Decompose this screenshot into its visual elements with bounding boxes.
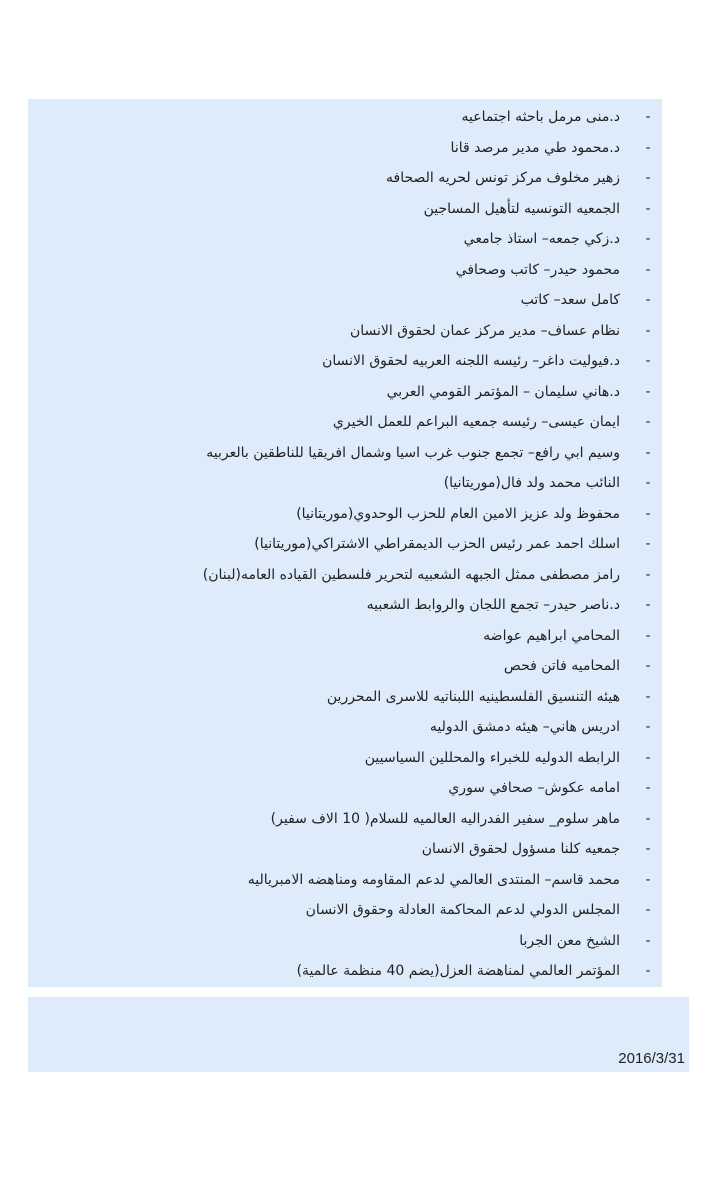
list-item <box>28 133 662 164</box>
list-item-text: رامز مصطفى ممثل الجبهه الشعبيه لتحرير فلسطين القياده العامه(لبنان) <box>202 566 620 583</box>
list-bullet: - <box>645 871 651 888</box>
list-bullet: - <box>645 322 651 339</box>
list-bullet: - <box>645 627 651 644</box>
list-bullet: - <box>645 383 651 400</box>
list-item-text: الجمعيه التونسيه لتأهيل المساجين <box>423 200 620 217</box>
document-date: 2016/3/31 <box>618 1050 685 1067</box>
list-item-text: محفوظ ولد عزيز الامين العام للحزب الوحدوي(موريتانيا) <box>296 505 620 522</box>
list-bullet: - <box>645 963 651 979</box>
list-item <box>28 407 662 438</box>
list-bullet: - <box>645 505 651 522</box>
list-bullet: - <box>645 261 651 278</box>
list-item-text: الشيخ معن الجربا <box>519 932 620 949</box>
list-item-text: د.محمود طي مدير مرصد قانا <box>450 139 620 156</box>
list-item-text: د.هاني سليمان – المؤتمر القومي العربي <box>386 383 620 400</box>
list-item <box>28 804 662 835</box>
list-item <box>28 255 662 286</box>
list-item-text: كامل سعد– كاتب <box>520 292 620 308</box>
list-item <box>28 438 662 469</box>
list-bullet: - <box>645 810 651 827</box>
list-item-text: ماهر سلوم_ سفير الفدراليه العالميه للسلام( 10 الاف سفير) <box>270 810 620 827</box>
list-item <box>28 285 662 316</box>
list-item <box>28 377 662 408</box>
list-item-text: المجلس الدولي لدعم المحاكمة العادلة وحقوق الانسان <box>305 902 620 918</box>
participants-list <box>28 102 662 987</box>
list-item <box>28 773 662 804</box>
list-item-text: جمعيه كلنا مسؤول لحقوق الانسان <box>421 841 620 857</box>
list-bullet: - <box>645 932 651 949</box>
list-bullet: - <box>645 841 651 857</box>
list-item <box>28 224 662 255</box>
list-item <box>28 865 662 896</box>
list-item <box>28 926 662 957</box>
list-bullet: - <box>645 566 651 583</box>
list-bullet: - <box>645 139 651 156</box>
list-item <box>28 194 662 225</box>
list-item-text: د.منى مرمل باحثه اجتماعيه <box>461 109 620 125</box>
list-item <box>28 468 662 499</box>
list-item <box>28 834 662 865</box>
list-item <box>28 651 662 682</box>
list-item <box>28 712 662 743</box>
list-bullet: - <box>645 536 651 552</box>
list-item-text: زهير مخلوف مركز تونس لحريه الصحافه <box>386 170 620 186</box>
list-item-text: ادريس هاني– هيئه دمشق الدوليه <box>429 719 620 735</box>
list-bullet: - <box>645 444 651 461</box>
list-item-text: نظام عساف– مدير مركز عمان لحقوق الانسان <box>350 322 620 339</box>
date-panel <box>28 997 689 1072</box>
list-bullet: - <box>645 780 651 796</box>
list-item <box>28 621 662 652</box>
list-item-text: محمود حيدر– كاتب وصحافي <box>455 261 620 278</box>
list-item <box>28 346 662 377</box>
list-item-text: المؤتمر العالمي لمناهضة العزل(يضم 40 منظمة عالمية) <box>296 963 620 979</box>
list-bullet: - <box>645 658 651 674</box>
list-item-text: د.ناصر حيدر– تجمع اللجان والروابط الشعبيه <box>366 597 620 613</box>
list-item-text: وسيم ابي رافع– تجمع جنوب غرب اسيا وشمال افريقيا للناطقين بالعربيه <box>206 444 620 461</box>
list-item <box>28 743 662 774</box>
list-item-text: اسلك احمد عمر رئيس الحزب الديمقراطي الاشتراكي(موريتانيا) <box>254 536 620 552</box>
list-item <box>28 499 662 530</box>
list-item-text: المحامي ابراهيم عواضه <box>483 627 620 644</box>
list-bullet: - <box>645 200 651 217</box>
list-item <box>28 590 662 621</box>
list-item-text: د.فيوليت داغر– رئيسه اللجنه العربيه لحقوق الانسان <box>322 353 620 369</box>
list-item-text: النائب محمد ولد فال(موريتانيا) <box>443 475 620 491</box>
list-item <box>28 895 662 926</box>
list-item <box>28 529 662 560</box>
participants-list-panel <box>28 99 662 987</box>
list-item-text: ايمان عيسى– رئيسه جمعيه البراعم للعمل الخيري <box>332 414 620 430</box>
list-bullet: - <box>645 414 651 430</box>
list-bullet: - <box>645 597 651 613</box>
list-bullet: - <box>645 292 651 308</box>
list-item <box>28 163 662 194</box>
list-bullet: - <box>645 902 651 918</box>
list-item-text: الرابطه الدوليه للخبراء والمحللين السياسيين <box>364 749 620 766</box>
list-bullet: - <box>645 353 651 369</box>
list-item <box>28 102 662 133</box>
list-item-text: هيئه التنسيق الفلسطينيه اللبناتيه للاسرى المحررين <box>326 688 620 705</box>
list-item-text: د.زكي جمعه– استاذ جامعي <box>463 231 620 247</box>
list-item <box>28 956 662 987</box>
list-item-text: المحاميه فاتن فحص <box>503 658 620 674</box>
list-bullet: - <box>645 719 651 735</box>
list-bullet: - <box>645 688 651 705</box>
list-bullet: - <box>645 231 651 247</box>
list-bullet: - <box>645 749 651 766</box>
list-item-text: محمد قاسم– المنتدى العالمي لدعم المقاومه ومناهضه الامبرياليه <box>247 871 620 888</box>
list-bullet: - <box>645 109 651 125</box>
list-item-text: امامه عكوش– صحافي سوري <box>448 780 620 796</box>
list-bullet: - <box>645 170 651 186</box>
list-item <box>28 560 662 591</box>
list-bullet: - <box>645 475 651 491</box>
list-item <box>28 682 662 713</box>
list-item <box>28 316 662 347</box>
